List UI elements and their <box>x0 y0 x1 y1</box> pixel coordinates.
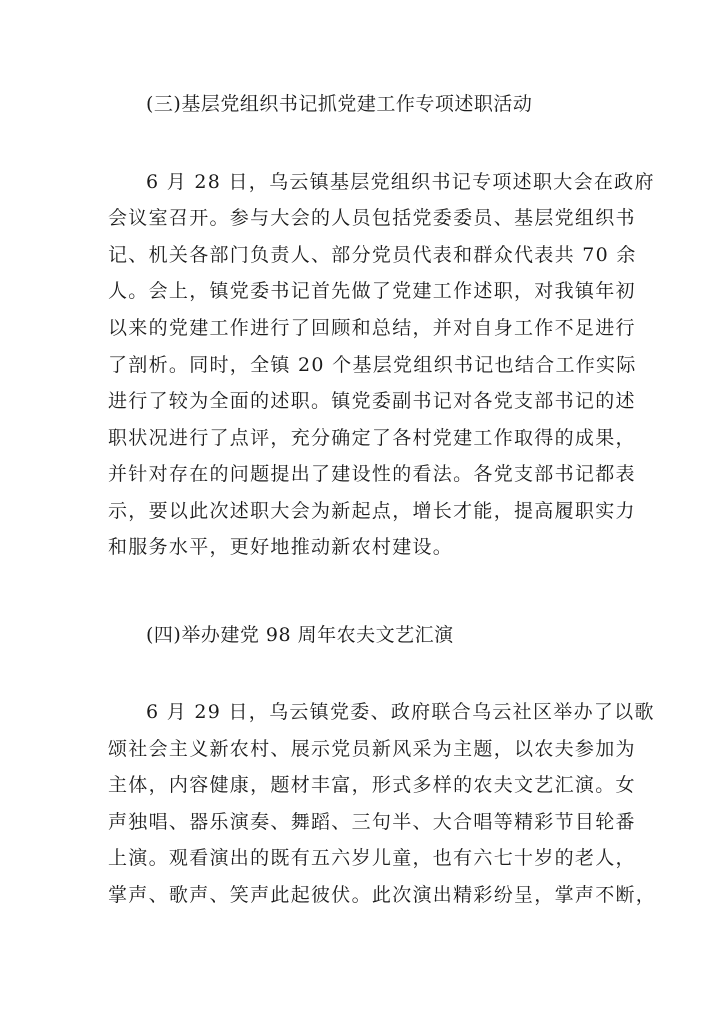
section-4-line-2: 颂社会主义新农村、展示党员新风采为主题，以农夫参加为 <box>108 738 636 760</box>
section-3-line-6: 了剖析。同时，全镇 20 个基层党组织书记也结合工作实际 <box>108 354 637 376</box>
section-3-line-8: 职状况进行了点评，充分确定了各村党建工作取得的成果， <box>108 427 636 449</box>
section-3-line-3: 记、机关各部门负责人、部分党员代表和群众代表共 70 余 <box>108 244 637 266</box>
section-4-line-4: 声独唱、器乐演奏、舞蹈、三句半、大合唱等精彩节目轮番 <box>108 811 636 833</box>
section-4-line-1: 6 月 29 日，乌云镇党委、政府联合乌云社区举办了以歌 <box>146 701 655 723</box>
section-4-line-5: 上演。观看演出的既有五六岁儿童，也有六七十岁的老人， <box>108 847 636 869</box>
section-3-line-7: 进行了较为全面的述职。镇党委副书记对各党支部书记的述 <box>108 390 636 412</box>
section-3-line-2: 会议室召开。参与大会的人员包括党委委员、基层党组织书 <box>108 207 636 229</box>
section-4-line-3: 主体，内容健康，题材丰富，形式多样的农夫文艺汇演。女 <box>108 774 636 796</box>
section-3-heading: (三)基层党组织书记抓党建工作专项述职活动 <box>146 93 533 115</box>
section-3-line-1: 6 月 28 日，乌云镇基层党组织书记专项述职大会在政府 <box>146 171 655 193</box>
section-3-line-11: 和服务水平，更好地推动新农村建设。 <box>108 536 454 558</box>
section-3-line-4: 人。会上，镇党委书记首先做了党建工作述职，对我镇年初 <box>108 280 636 302</box>
section-3-line-9: 并针对存在的问题提出了建设性的看法。各党支部书记都表 <box>108 463 636 485</box>
section-3-line-5: 以来的党建工作进行了回顾和总结，并对自身工作不足进行 <box>108 317 636 339</box>
section-4-line-6: 掌声、歌声、笑声此起彼伏。此次演出精彩纷呈，掌声不断， <box>108 884 657 906</box>
section-4-heading: (四)举办建党 98 周年农夫文艺汇演 <box>146 624 454 646</box>
section-3-line-10: 示，要以此次述职大会为新起点，增长才能，提高履职实力 <box>108 500 636 522</box>
